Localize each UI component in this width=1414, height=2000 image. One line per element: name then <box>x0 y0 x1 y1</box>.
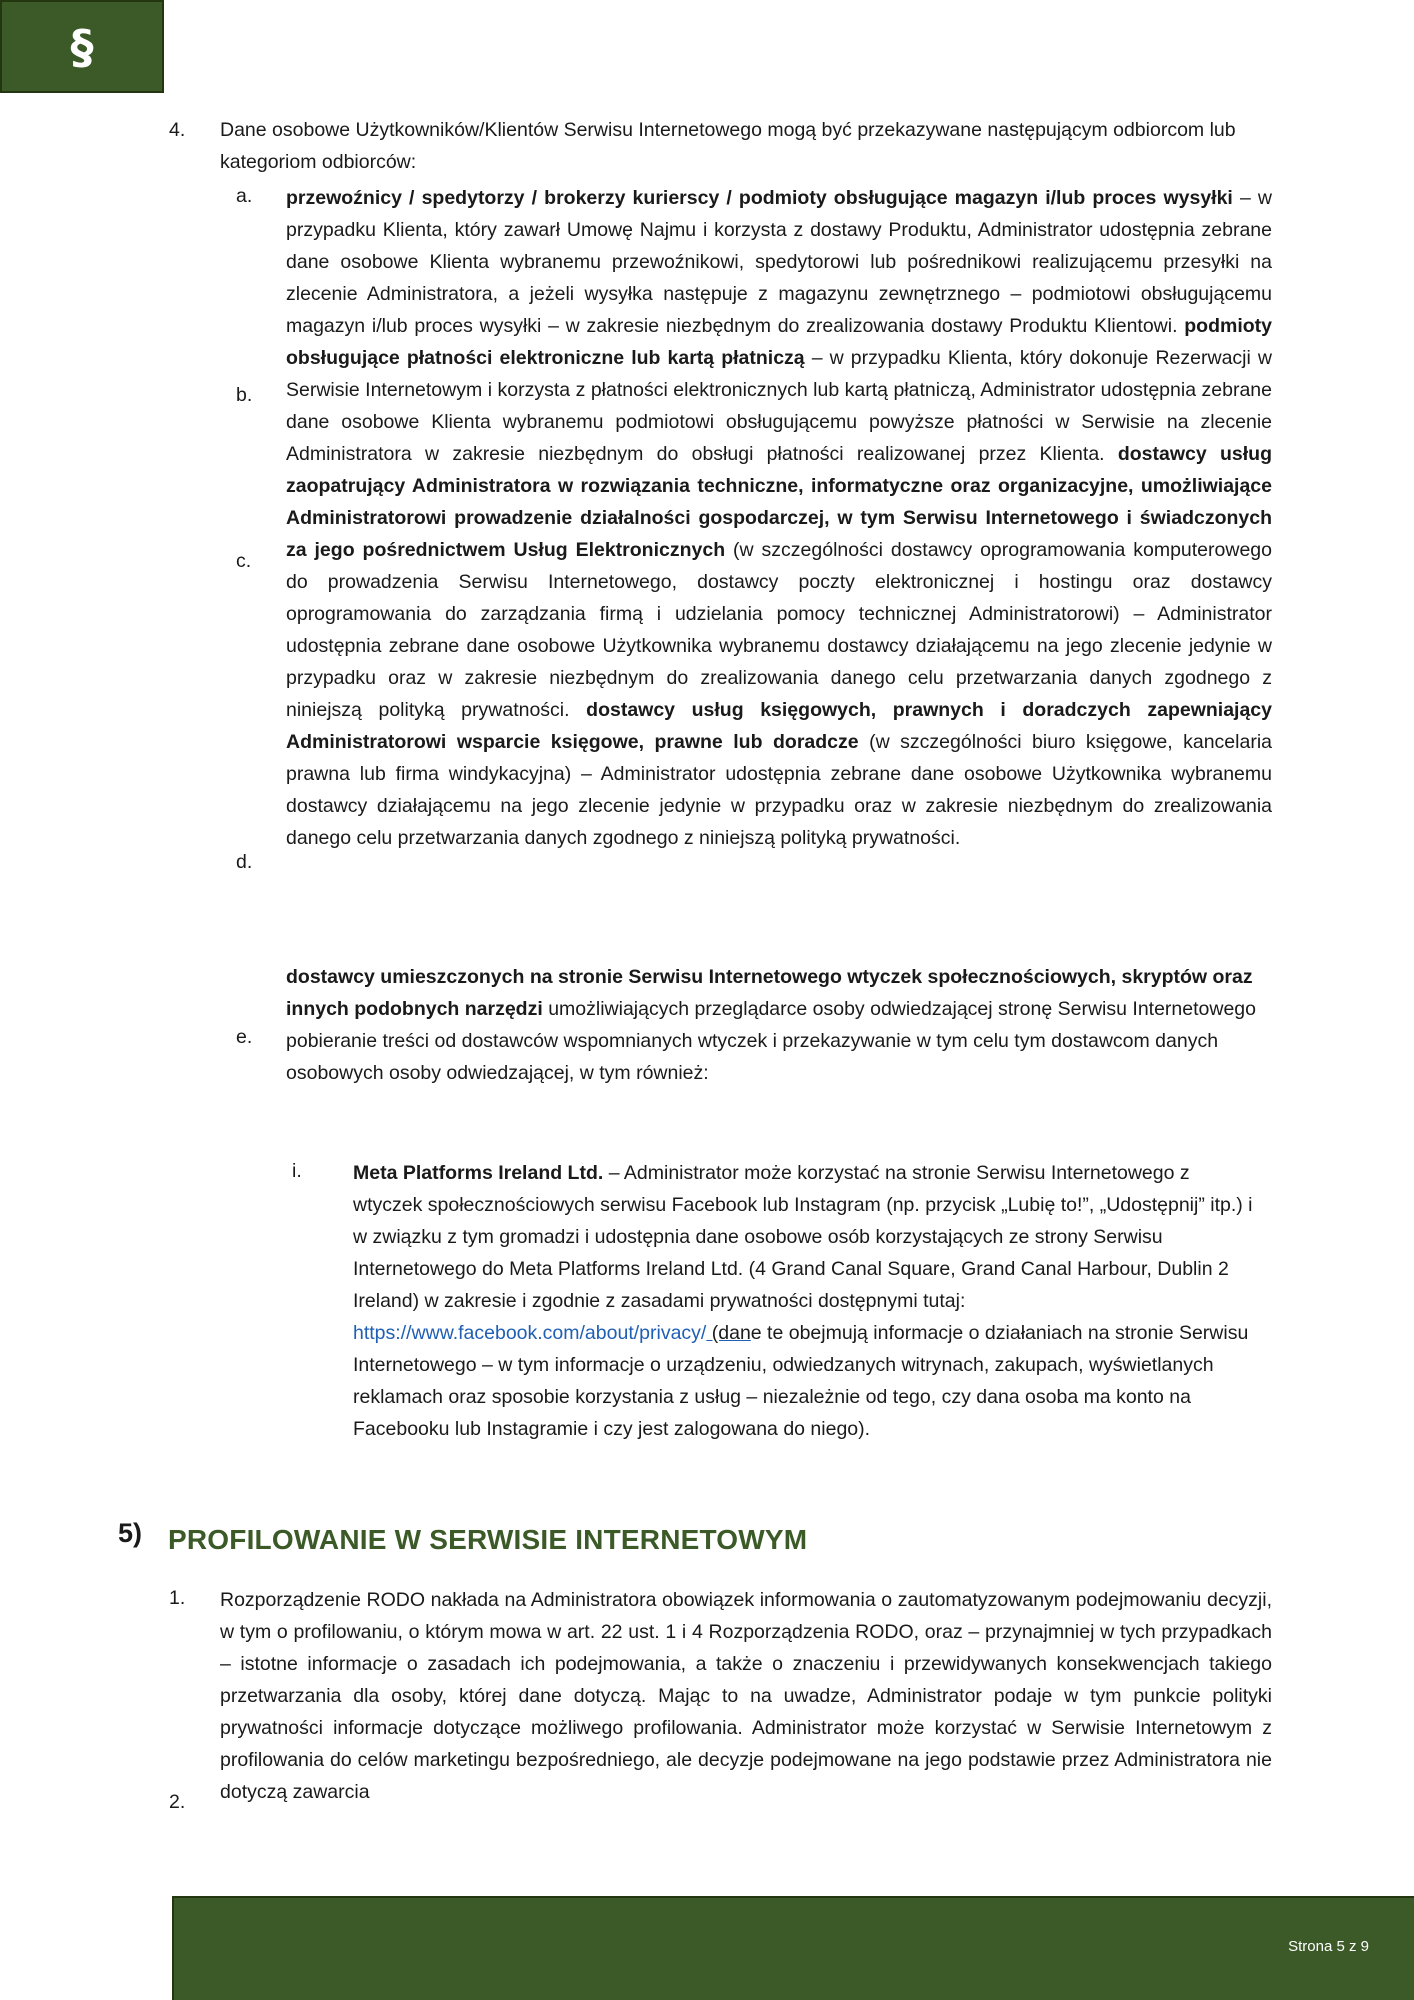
sub-item-a-heading: przewoźnicy / spedytorzy / brokerzy kurierscy / podmioty obsługujące magazyn i/lub proces wysyłki <box>286 187 1233 209</box>
section-symbol-box <box>0 0 164 93</box>
sub-item-i-text-1: – Administrator może korzystać na stronie Serwisu Internetowego z wtyczek społecznościowych serwisu Facebook lub Instagram (np. przycisk „Lubię to!”, „Udostępnij” itp.) i w związku z tym gromadzi i udostępnia dane osobowe osób korzystających ze strony Serwisu Internetowego do Meta Platforms Ireland Ltd. (4 Grand Canal Square, Grand Canal Harbour, Dublin 2 Ireland) w zakresie i zgodnie z zasadami prywatności dostępnymi tutaj: <box>353 1162 1253 1312</box>
sub-item-c-text: (w szczególności dostawcy oprogramowania komputerowego do prowadzenia Serwisu Internetowego, dostawcy poczty elektronicznej i hostingu oraz dostawcy oprogramowania do zarządzania firmą i udzielania pomocy technicznej Administratorowi) – Administrator udostępnia zebrane dane osobowe Użytkownika wybranemu dostawcy działającemu na jego zlecenie jedynie w przypadku oraz w zakresie niezbędnym do zrealizowania danego celu przetwarzania danych zgodnego z niniejszą polityką prywatności. <box>286 539 1272 721</box>
marker-d: d. <box>236 851 253 873</box>
section-5-item-2-number: 2. <box>169 1791 186 1813</box>
sub-item-c-heading: dostawcy usług zaopatrujący Administratora w rozwiązania techniczne, informatyczne oraz organizacyjne, umożliwiające Administratorowi prowadzenie działalności gospodarczej, w tym Serwisu Internetowego i świadczonych za jego pośrednictwem Usług Elektronicznych <box>286 443 1272 561</box>
sub-item-d-heading: dostawcy usług księgowych, prawnych i doradczych zapewniający Administratorowi wsparcie księgowe, prawne lub doradcze <box>286 699 1272 753</box>
marker-i: i. <box>292 1160 302 1182</box>
marker-c: c. <box>236 550 252 572</box>
sub-item-e-text: umożliwiających przeglądarce osoby odwiedzającej stronę Serwisu Internetowego pobieranie treści od dostawców wspomnianych wtyczek i przekazywanie w tym celu tym dostawcom danych osobowych osoby odwiedzającej, w tym również: <box>286 998 1256 1084</box>
marker-a: a. <box>236 185 253 207</box>
sub-item-i <box>353 1157 1253 1445</box>
sub-item-d-text: (w szczególności biuro księgowe, kancelaria prawna lub firma windykacyjna) – Administrator udostępnia zebrane dane osobowe Użytkownika wybranemu dostawcy działającemu na jego zlecenie jedynie w przypadku oraz w zakresie niezbędnym do zrealizowania danego celu przetwarzania danych zgodnego z niniejszą polityką prywatności. <box>286 731 1273 849</box>
page-number: Strona 5 z 9 <box>1288 1938 1369 1955</box>
sub-item-e <box>286 961 1272 1089</box>
footer-bar <box>172 1896 1414 2000</box>
section-5-title: PROFILOWANIE W SERWISIE INTERNETOWYM <box>168 1524 808 1555</box>
marker-b: b. <box>236 384 253 406</box>
sub-item-i-text-2: e te obejmują informacje o działaniach na stronie Serwisu Internetowego – w tym informacje o urządzeniu, odwiedzanych witrynach, zakupach, wyświetlanych reklamach oraz sposobie korzystania z usług – niezależnie od tego, czy dana osoba ma konto na Facebooku lub Instagramie i czy jest zalogowana do niego). <box>353 1322 1249 1440</box>
section-5-item-1-text: Rozporządzenie RODO nakłada na Administratora obowiązek informowania o zautomatyzowanym podejmowaniu decyzji, w tym o profilowaniu, o którym mowa w art. 22 ust. 1 i 4 Rozporządzenia RODO, oraz – przynajmniej w tych przypadkach – istotne informacje o zasadach ich podejmowania, a także o znaczeniu i przewidywanych konsekwencjach takiego przetwarzania dla osoby, której dane dotyczą. Mając to na uwadze, Administrator podaje w tym punkcie polityki prywatności informacje dotyczące możliwego profilowania. Administrator może korzystać w Serwisie Internetowym z profilowania do celów marketingu bezpośredniego, ale decyzje podejmowane na jego podstawie przez Administratora nie dotyczą zawarcia <box>220 1589 1272 1803</box>
item-4-number: 4. <box>169 119 186 141</box>
marker-e: e. <box>236 1026 253 1048</box>
section-5-number: 5) <box>118 1518 143 1548</box>
item-4-intro: Dane osobowe Użytkowników/Klientów Serwisu Internetowego mogą być przekazywane następującym odbiorcom lub kategoriom odbiorców: <box>220 119 1236 173</box>
section-symbol: § <box>70 19 94 74</box>
sub-item-a-text: – w przypadku Klienta, który zawarł Umowę Najmu i korzysta z dostawy Produktu, Administrator udostępnia zebrane dane osobowe Klienta wybranemu przewoźnikowi, spedytorowi lub pośrednikowi realizującemu przesyłki na zlecenie Administratora, a jeżeli wysyłka następuje z magazynu zewnętrznego – podmiotowi obsługującemu magazyn i/lub proces wysyłki – w zakresie niezbędnym do zrealizowania dostawy Produktu Klientowi. <box>286 187 1272 337</box>
sub-item-b-heading: podmioty obsługujące płatności elektroniczne lub kartą płatniczą <box>286 315 1272 369</box>
section-5-item-1-number: 1. <box>169 1587 186 1609</box>
sub-items-a-d <box>286 182 1272 854</box>
sub-item-e-heading: dostawcy umieszczonych na stronie Serwisu Internetowego wtyczek społecznościowych, skryptów oraz innych podobnych narzędzi <box>286 966 1253 1020</box>
sub-item-i-heading: Meta Platforms Ireland Ltd. <box>353 1162 604 1184</box>
sub-item-i-link-tail: (dan <box>706 1322 751 1344</box>
sub-item-b-text: – w przypadku Klienta, który dokonuje Rezerwacji w Serwisie Internetowym i korzysta z płatności elektronicznych lub kartą płatniczą, Administrator udostępnia zebrane dane osobowe Klienta wybranemu podmiotowi obsługującemu powyższe płatności w Serwisie na zlecenie Administratora w zakresie niezbędnym do obsługi płatności realizowanej przez Klienta. <box>286 347 1272 465</box>
facebook-privacy-link[interactable]: https://www.facebook.com/about/privacy/ <box>353 1322 707 1344</box>
